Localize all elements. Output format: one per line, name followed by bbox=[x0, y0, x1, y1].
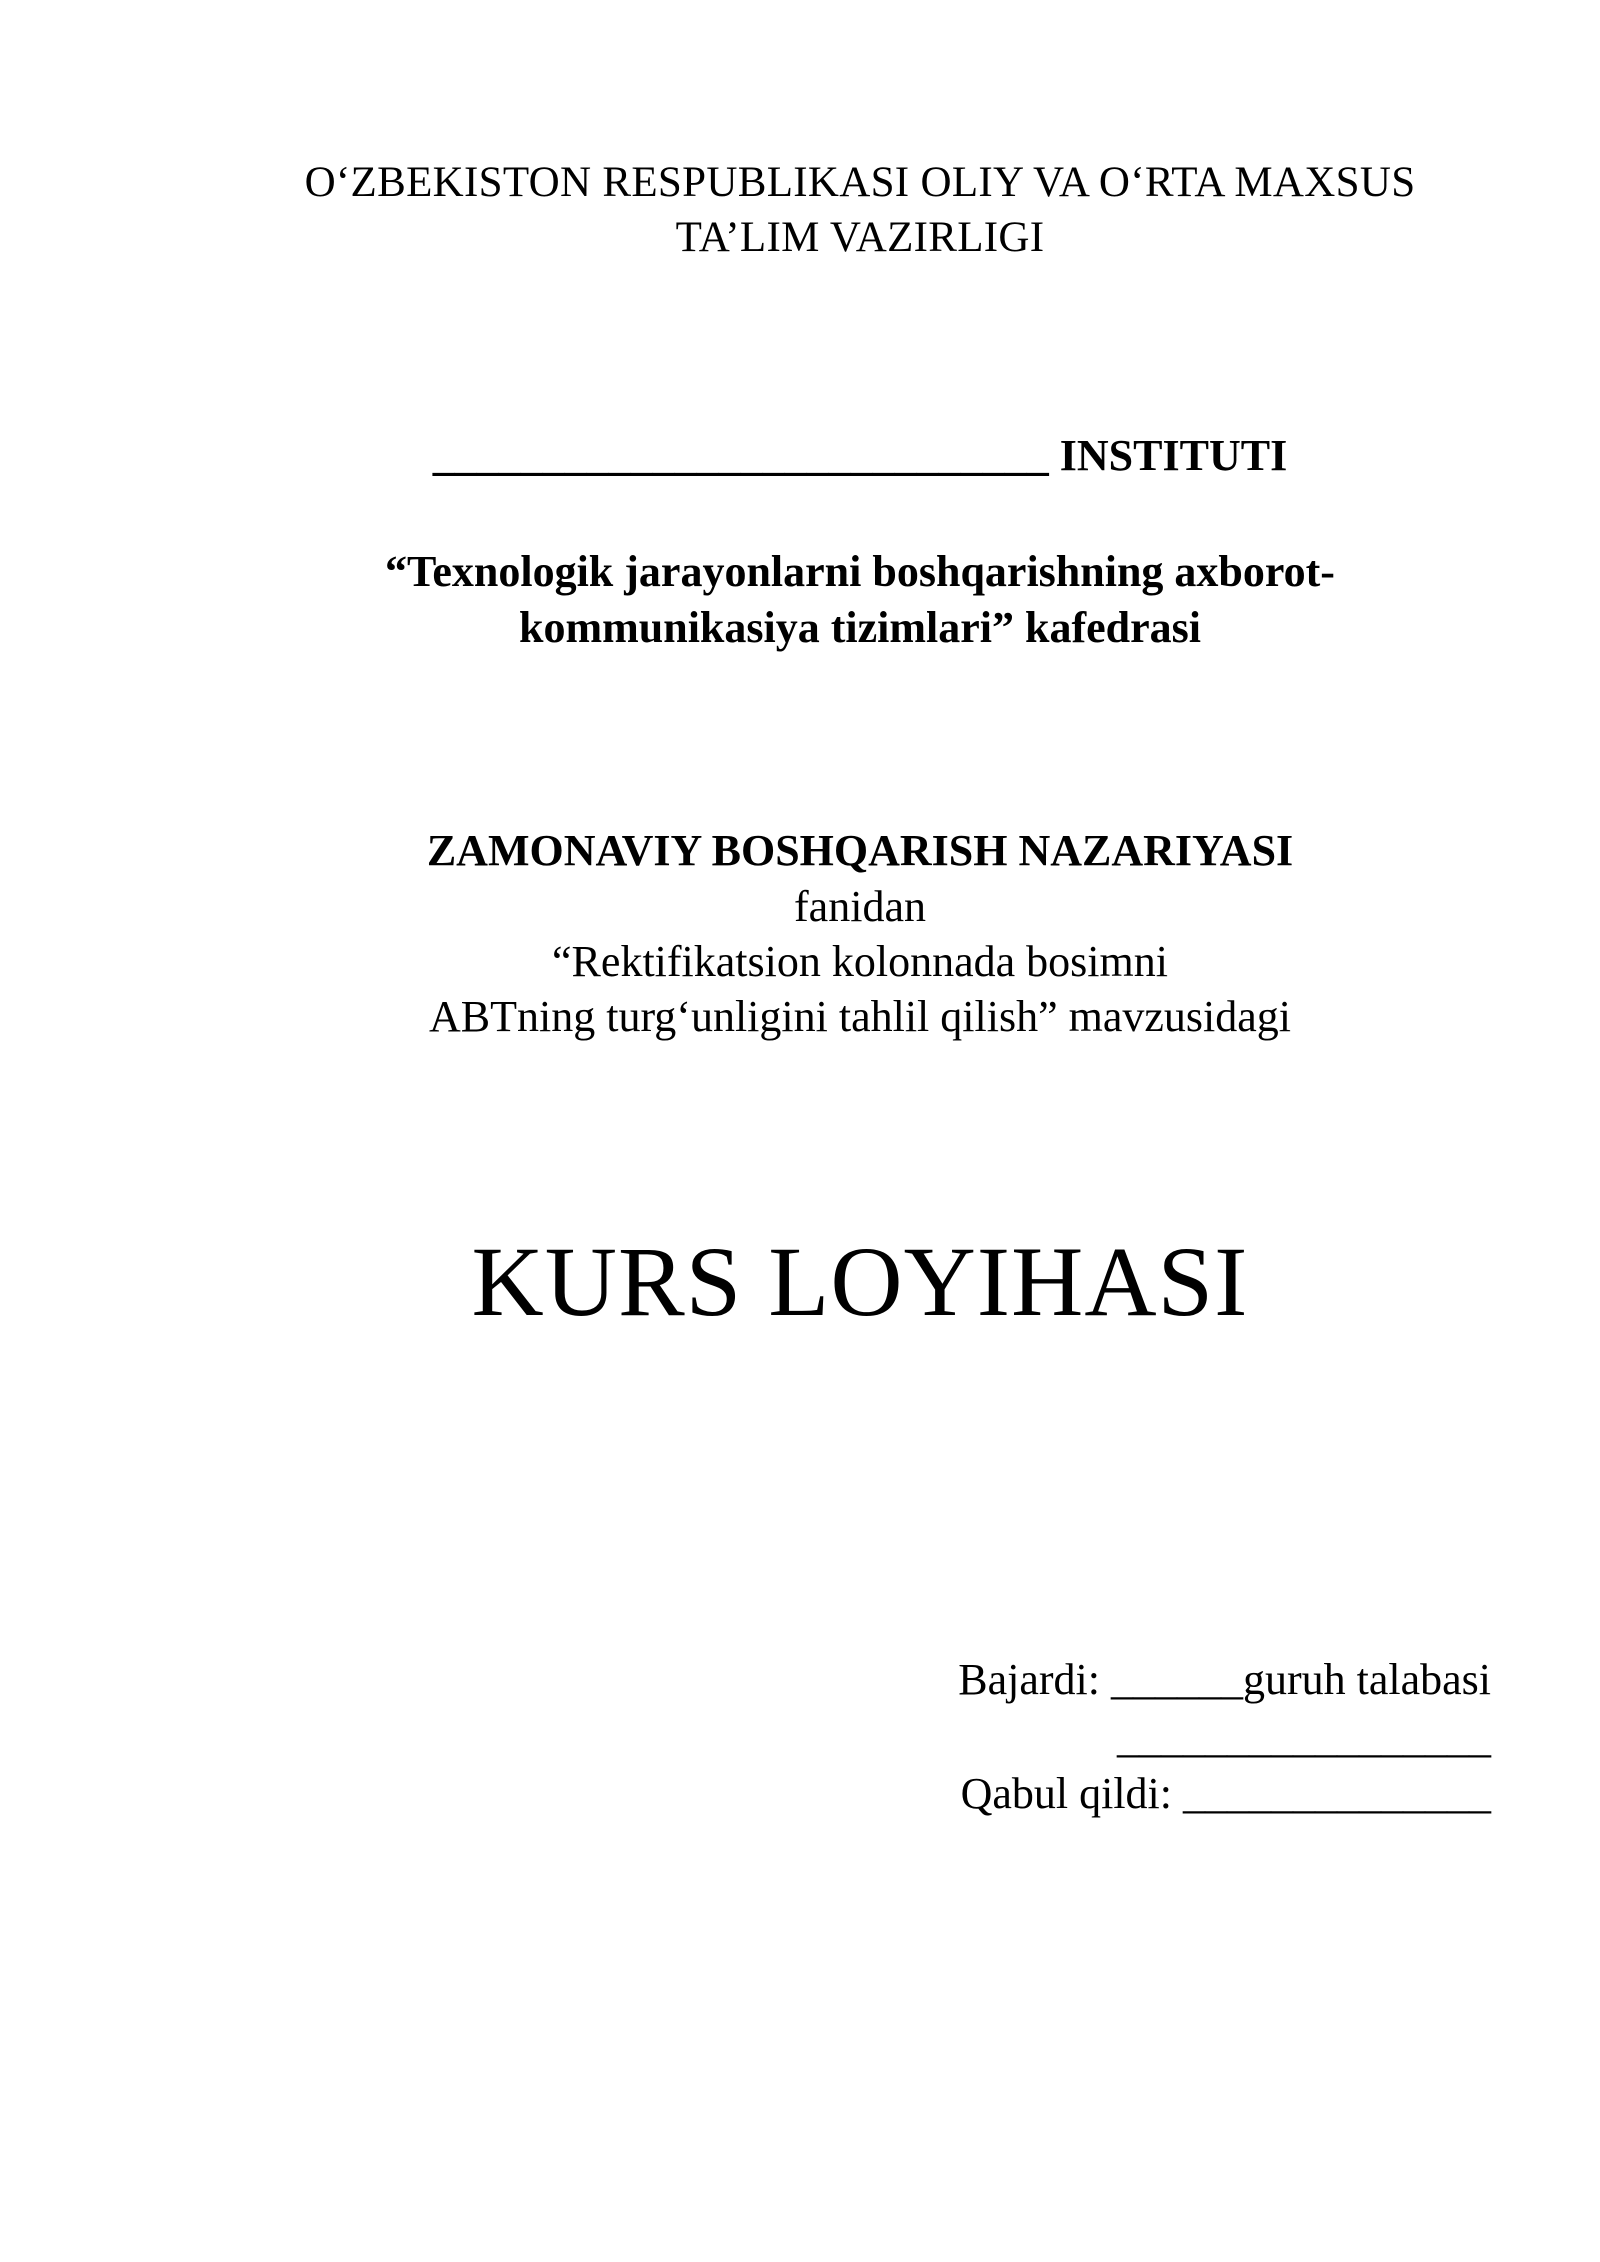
department-name bbox=[200, 544, 1520, 656]
student-name-blank: _________________ bbox=[1117, 1713, 1491, 1762]
department-line-1: “Texnologik jarayonlarni boshqarishning axborot- bbox=[385, 547, 1335, 596]
subject-title: ZAMONAVIY BOSHQARISH NAZARIYASI bbox=[426, 826, 1294, 875]
ministry-header bbox=[200, 155, 1520, 265]
institute-line: ____________________________ INSTITUTI bbox=[432, 431, 1288, 480]
topic-line-2: ABTning turg‘unligini tahlil qilish” mavzusidagi bbox=[429, 992, 1291, 1041]
topic-line-1: “Rektifikatsion kolonnada bosimni bbox=[552, 937, 1168, 986]
document-type-title: KURS LOYIHASI bbox=[471, 1226, 1249, 1337]
accepted-by-line: Qabul qildi: ______________ bbox=[960, 1769, 1491, 1818]
ministry-line-1: O‘ZBEKISTON RESPUBLIKASI OLIY VA O‘RTA MAXSUS bbox=[304, 159, 1416, 206]
department-line-2: kommunikasiya tizimlari” kafedrasi bbox=[518, 603, 1202, 652]
subject-fanidan: fanidan bbox=[794, 882, 926, 931]
done-by-line: Bajardi: ______guruh talabasi bbox=[958, 1655, 1491, 1704]
ministry-line-2: TA’LIM VAZIRLIGI bbox=[675, 214, 1045, 261]
